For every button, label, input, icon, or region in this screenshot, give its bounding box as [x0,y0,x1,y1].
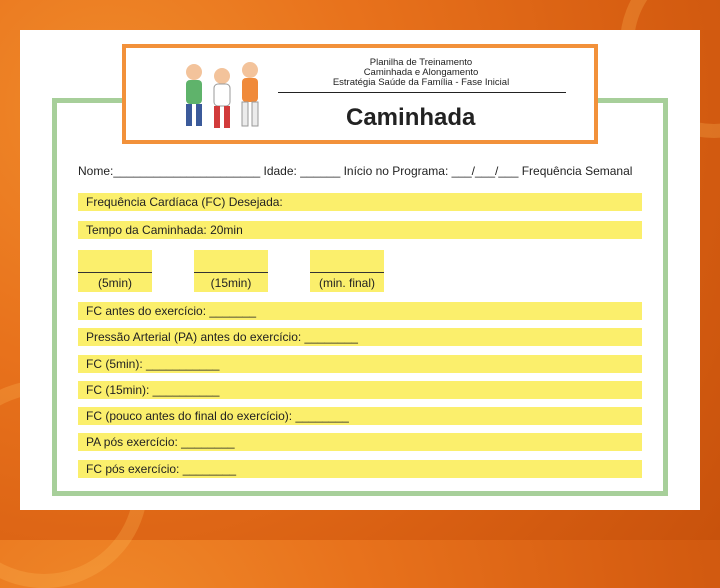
fc-desejada-field: Frequência Cardíaca (FC) Desejada: [78,193,642,211]
header-meta [276,58,566,88]
hr-box-15min [194,250,268,292]
page-title: Caminhada [346,104,476,131]
pa-pos-field: PA pós exercício: ________ [78,433,642,451]
hr-box-5min [78,250,152,292]
fc-15min-field: FC (15min): __________ [78,381,642,399]
hr-box-line [310,272,384,273]
walking-people-illustration [166,56,276,140]
meta-line: Estratégia Saúde da Família - Fase Inicial [332,77,510,88]
meta-line: Caminhada e Alongamento [363,67,479,78]
hr-box-label: (min. final) [318,276,375,290]
fc-antes-field: FC antes do exercício: _______ [78,302,642,320]
tempo-field: Tempo da Caminhada: 20min [78,221,642,239]
fc-pos-field: FC pós exercício: ________ [78,460,642,478]
pa-antes-field: Pressão Arterial (PA) antes do exercício: ________ [78,328,642,346]
hr-box-label: (15min) [210,276,252,290]
hr-box-final [310,250,384,292]
fc-final-field: FC (pouco antes do final do exercício): ________ [78,407,642,425]
hr-box-label: (5min) [97,276,132,290]
header-card [122,44,598,144]
name-age-line: Nome:______________________ Idade: ______ Início no Programa: ___/___/___ Frequência Semanal [78,164,633,178]
header-rule [278,92,566,93]
hr-box-line [194,272,268,273]
hr-box-line [78,272,152,273]
meta-line: Planilha de Treinamento [369,57,473,68]
fc-5min-field: FC (5min): ___________ [78,355,642,373]
